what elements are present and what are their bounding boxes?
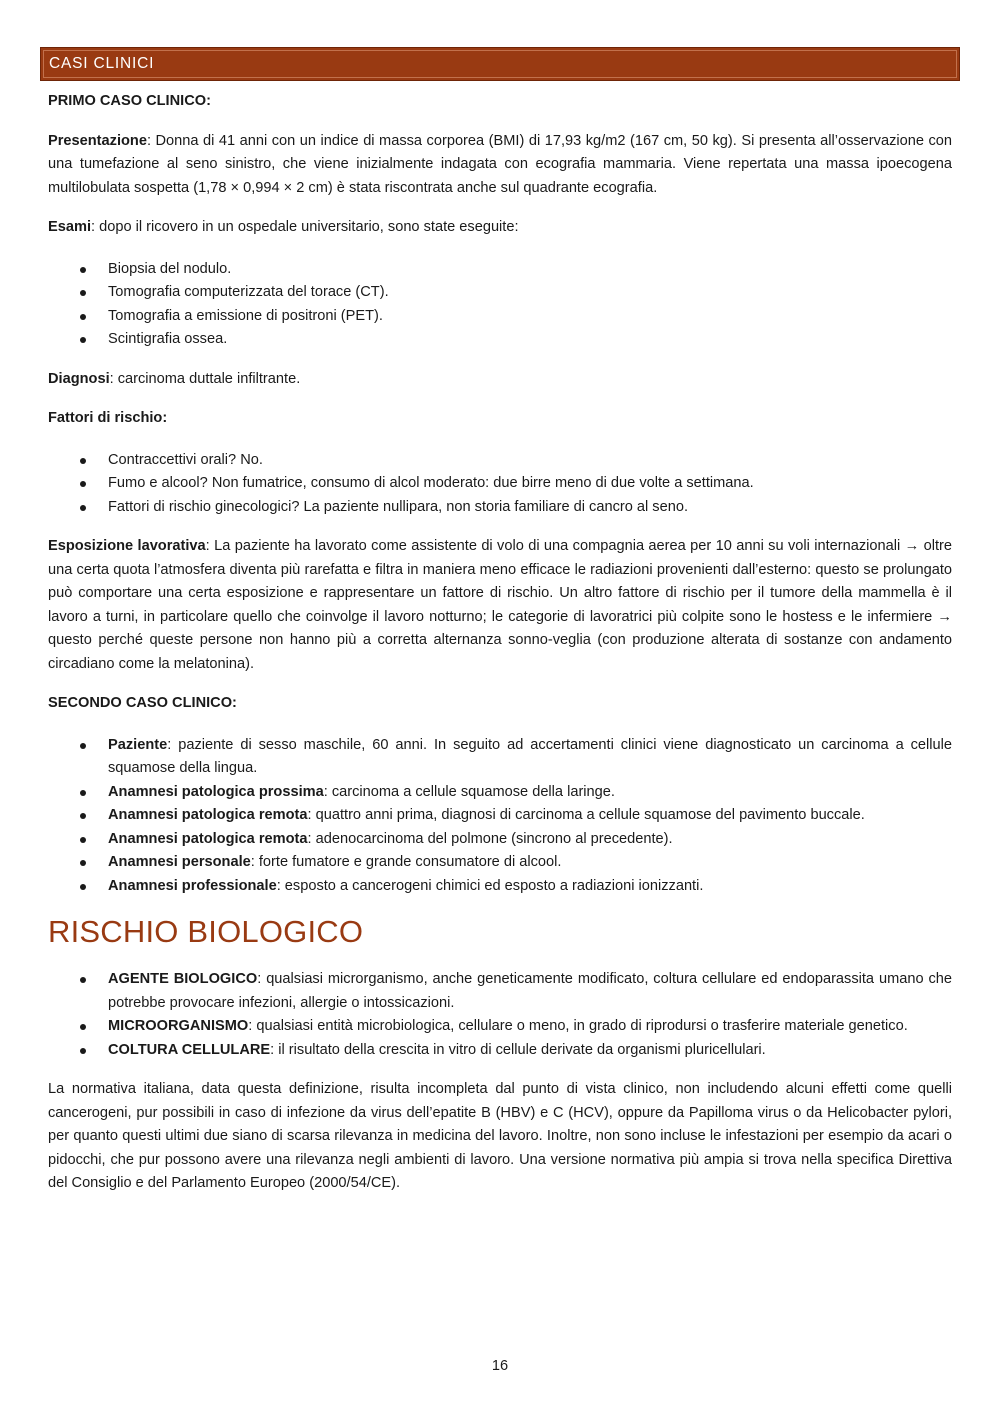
banner-title: CASI CLINICI [49, 55, 155, 72]
item-text: : carcinoma a cellule squamose della laringe. [323, 783, 615, 800]
diagnosis-text: : carcinoma duttale infiltrante. [109, 370, 301, 387]
item-label: Anamnesi patologica remota [108, 830, 308, 847]
rischio-paragraph: La normativa italiana, data questa definizione, risulta incompleta dal punto di vista clinico, non includendo alcuni effetti come quelli cancerogeni, pur possibili in caso di infezione da virus dell’epatite B (HBV) e C (HCV), oppure da Papilloma virus o da Helicobacter pylori, per quanto questi ultimi due siano di scarsa rilevanza in medicina del lavoro. Inoltre, non sono incluse le infestazioni per esempio da acari o pidocchi, che pur possono avere una rilevanza negli ambienti di lavoro. Una versione normativa più ampia si trova nella specifica Direttiva del Consiglio e del Parlamento Europeo (2000/54/CE). [48, 1081, 952, 1191]
case1-title: PRIMO CASO CLINICO: [48, 93, 211, 109]
list-item: Tomografia computerizzata del torace (CT). [48, 281, 952, 305]
list-item: Fumo e alcool? Non fumatrice, consumo di alcol moderato: due birre meno di due volte a settimana. [48, 472, 952, 496]
item-label: MICROORGANISMO [108, 1018, 249, 1034]
list-item [48, 1015, 952, 1039]
item-label: Anamnesi patologica prossima [108, 783, 324, 800]
item-label: Anamnesi professionale [108, 877, 277, 894]
page-number: 16 [491, 1358, 509, 1374]
item-text: : quattro anni prima, diagnosi di carcinoma a cellule squamose del pavimento buccale. [307, 807, 865, 823]
list-item: Scintigrafia ossea. [48, 328, 952, 352]
diagnosis-label: Diagnosi [48, 370, 110, 387]
item-text: : esposto a cancerogeni chimici ed esposto a radiazioni ionizzanti. [276, 877, 704, 894]
case2-title: SECONDO CASO CLINICO: [48, 695, 237, 711]
section-heading: RISCHIO BIOLOGICO [48, 914, 364, 949]
list-item [48, 828, 952, 852]
section-banner [40, 47, 960, 81]
list-item [48, 875, 952, 899]
list-item: Fattori di rischio ginecologici? La paziente nullipara, non storia familiare di cancro al seno. [48, 496, 952, 520]
risk-factors-list [48, 449, 952, 520]
item-text: : il risultato della crescita in vitro di cellule derivate da organismi pluricellulari. [270, 1041, 766, 1058]
list-item [48, 968, 952, 1015]
exposure-label: Esposizione lavorativa [48, 538, 206, 554]
item-text: : qualsiasi entità microbiologica, cellulare o meno, in grado di riprodursi o trasferire materiale genetico. [248, 1018, 908, 1034]
list-item: Contraccettivi orali? No. [48, 449, 952, 473]
list-item [48, 851, 952, 875]
list-item [48, 781, 952, 805]
exposure-text: : La paziente ha lavorato come assistente di volo di una compagnia aerea per 10 anni su voli internazionali → oltre una certa quota l’atmosfera diventa più rarefatta e filtra in maniera meno efficace le radiazioni provenienti dall’esterno: questo se prolungato può comportare una certa esposizione e rappresentare un fattore di rischio. Un altro fattore di rischio per il tumore della mammella è il lavoro a turni, in particolare quello che coinvolge il lavoro notturno; le categorie di lavoratrici più colpite sono le hostess e le infermiere → questo perché queste persone non hanno più a corretta alternanza sonno-veglia (con produzione alterata di sostanze con andamento circadiano come la melatonina). [48, 538, 952, 672]
list-item [48, 804, 952, 828]
list-item [48, 734, 952, 781]
exams-text: : dopo il ricovero in un ospedale universitario, sono state eseguite: [91, 219, 519, 235]
case1-exams [48, 216, 952, 240]
risk-factors-label: Fattori di rischio: [48, 410, 168, 426]
case1-presentation [48, 130, 952, 201]
case1-diagnosis [48, 368, 952, 392]
item-text: : forte fumatore e grande consumatore di alcool. [250, 854, 562, 870]
rischio-list [48, 968, 952, 1062]
item-label: Paziente [108, 736, 168, 753]
list-item: Biopsia del nodulo. [48, 258, 952, 282]
item-label: AGENTE BIOLOGICO [108, 971, 258, 987]
item-text: : qualsiasi microrganismo, anche geneticamente modificato, coltura cellulare ed endoparassita umano che potrebbe provocare infezioni, allergie o intossicazioni. [108, 971, 953, 1011]
case1-exposure [48, 535, 952, 676]
item-text: : paziente di sesso maschile, 60 anni. In seguito ad accertamenti clinici viene diagnosticato un carcinoma a cellule squamose della lingua. [108, 736, 952, 776]
case2-list [48, 734, 952, 899]
item-text: : adenocarcinoma del polmone (sincrono al precedente). [307, 830, 673, 847]
list-item [48, 1039, 952, 1063]
exams-label: Esami [48, 219, 91, 235]
item-label: Anamnesi personale [108, 854, 251, 870]
exams-list [48, 258, 952, 352]
document-page [48, 47, 952, 1196]
list-item: Tomografia a emissione di positroni (PET). [48, 305, 952, 329]
presentation-text: : Donna di 41 anni con un indice di massa corporea (BMI) di 17,93 kg/m2 (167 cm, 50 kg). Si presenta all’osservazione con una tumefazione al seno sinistro, che viene inizialmente indagata con ecografia mammaria. Viene repertata una massa ipoecogena multilobulata sospetta (1,78 × 0,994 × 2 cm) è stata riscontrata anche sul quadrante ecografia. [48, 132, 952, 196]
item-label: Anamnesi patologica remota [108, 807, 308, 823]
presentation-label: Presentazione [48, 132, 147, 149]
item-label: COLTURA CELLULARE [108, 1041, 271, 1058]
